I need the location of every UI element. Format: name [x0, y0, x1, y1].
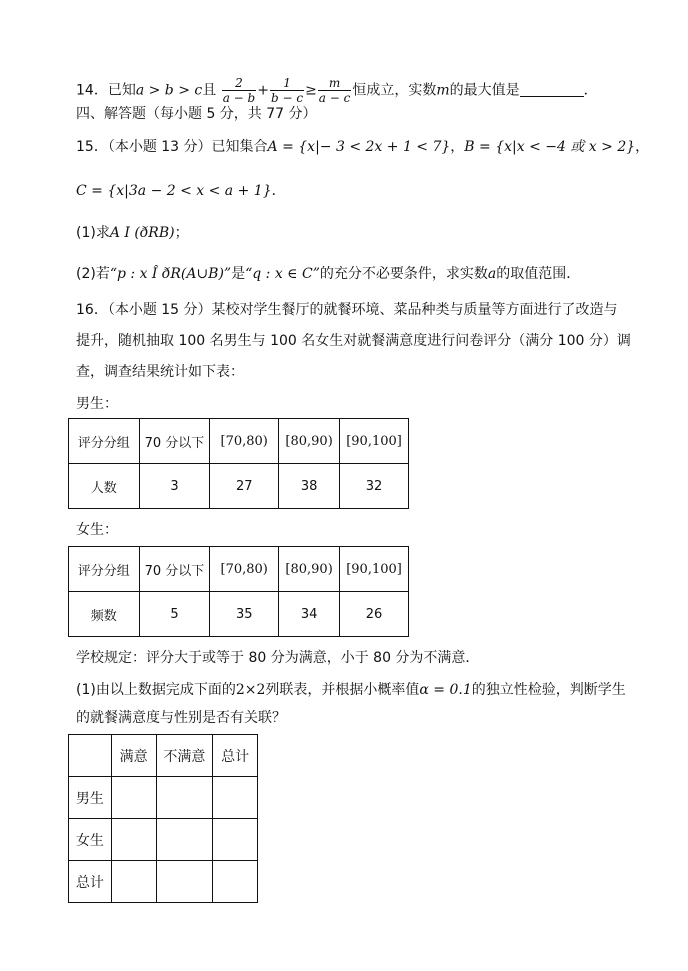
table-row [69, 777, 258, 819]
plus-sign: + [257, 82, 269, 99]
empty-cell [156, 819, 213, 861]
table-cell: 35 [210, 592, 279, 637]
table-cell: [90,100] [340, 419, 409, 464]
table-cell: 5 [139, 592, 210, 637]
condition-p: “p : x Î ðR(A∪B)” [109, 266, 232, 282]
table-cell: [70,80) [210, 547, 279, 592]
q15-comma-2: ， [635, 139, 650, 155]
set-a: A = {x|− 3 < 2x + 1 < 7} [267, 139, 451, 155]
empty-cell [213, 819, 258, 861]
table-cell: 频数 [69, 592, 140, 637]
table-cell: 32 [340, 464, 409, 509]
female-score-table [68, 546, 409, 637]
table-cell: 34 [279, 592, 340, 637]
q14-text-mid: 恒成立，实数 [352, 82, 437, 99]
q16-line-1: 16．（本小题 15 分）某校对学生餐厅的就餐环境、菜品种类与质量等方面进行了改造与 [76, 302, 618, 318]
q16-p1-text-c: 的独立性检验，判断学生 [471, 682, 626, 698]
table-row [69, 464, 409, 509]
q16-line-3: 查，调查结果统计如下表： [76, 364, 244, 380]
contingency-table [68, 734, 258, 903]
female-label: 女生： [76, 522, 118, 538]
empty-cell [213, 861, 258, 903]
table-cell: 38 [279, 464, 340, 509]
set-c: C = {x|3a − 2 < x < a + 1} [76, 183, 272, 199]
table-cell: 人数 [69, 464, 140, 509]
table-cell: 评分分组 [69, 419, 140, 464]
table-cell: 70 分以下 [139, 419, 210, 464]
q15-p2-label: (2)若 [76, 266, 110, 282]
question-15-intro [76, 137, 649, 157]
empty-cell [111, 777, 156, 819]
table-row [69, 592, 409, 637]
table-cell: 评分分组 [69, 547, 140, 592]
table-header-row [69, 419, 409, 464]
table-row [69, 819, 258, 861]
q14-inequality: a > b > c [135, 82, 203, 99]
set-b: B = {x|x < −4 或 x > 2} [464, 139, 636, 155]
table-cell: 女生 [69, 819, 112, 861]
q15-p1-label: (1)求 [76, 225, 110, 241]
table-header-row [69, 735, 258, 777]
table-cell: [70,80) [210, 419, 279, 464]
q15-p2-tail: 的充分不必要条件，求实数 [319, 266, 488, 282]
q15-p1-expression: A I (ðRB) [109, 225, 175, 241]
fraction-3: $\frac{m}{a - c}$ [318, 76, 351, 105]
q15-intro-text: 15．（本小题 13 分）已知集合 [76, 139, 268, 155]
q14-variable-m: m [436, 82, 450, 99]
male-score-table [68, 418, 409, 509]
table-cell: [80,90) [279, 419, 340, 464]
table-cell: 满意 [111, 735, 156, 777]
school-rule: 学校规定：评分大于或等于 80 分为满意，小于 80 分为不满意． [76, 650, 480, 666]
q16-part-1-line-1 [76, 680, 626, 700]
q16-p1-text-b: 列联表，并根据小概率值 [265, 682, 420, 698]
empty-cell [156, 861, 213, 903]
table-cell: 男生 [69, 777, 112, 819]
table-cell [69, 735, 112, 777]
table-cell: 不满意 [156, 735, 213, 777]
table-cell: 27 [210, 464, 279, 509]
table-row [69, 861, 258, 903]
table-cell: 总计 [213, 735, 258, 777]
question-15-part-1 [76, 223, 189, 243]
empty-cell [156, 777, 213, 819]
q14-number: 14．已知 [76, 82, 136, 99]
q16-part-1-line-2: 的就餐满意度与性别是否有关联？ [76, 710, 286, 726]
fraction-2: $\frac{1}{b - c}$ [270, 76, 304, 105]
table-cell: [90,100] [340, 547, 409, 592]
empty-cell [111, 861, 156, 903]
q14-and: 且 [202, 82, 217, 99]
table-cell: 26 [340, 592, 409, 637]
q15-p2-end: 的取值范围． [496, 266, 581, 282]
q15-period: ． [271, 183, 286, 199]
empty-cell [213, 777, 258, 819]
table-cell: 总计 [69, 861, 112, 903]
q14-end: ． [583, 82, 598, 99]
q16-p1-dimension: 2×2 [235, 682, 266, 698]
q16-p1-alpha: α = 0.1 [419, 682, 472, 698]
answer-blank [520, 84, 584, 97]
condition-q: “q : x ∈ C” [245, 266, 320, 282]
table-cell: 70 分以下 [139, 547, 210, 592]
section-header: 四、解答题（每小题 5 分，共 77 分） [76, 106, 317, 122]
question-15-set-c [76, 181, 286, 201]
table-header-row [69, 547, 409, 592]
question-14 [76, 76, 598, 105]
q15-p1-end: ； [174, 225, 189, 241]
q14-text-tail: 的最大值是 [449, 82, 520, 99]
ge-sign: ≥ [305, 82, 317, 99]
male-label: 男生： [76, 396, 118, 412]
empty-cell [111, 819, 156, 861]
table-cell: 3 [139, 464, 210, 509]
question-15-part-2 [76, 264, 580, 284]
fraction-1: $\frac{2}{a - b}$ [222, 76, 256, 105]
table-cell: [80,90) [279, 547, 340, 592]
q16-line-2: 提升，随机抽取 100 名男生与 100 名女生对就餐满意度进行问卷评分（满分 100 分）调 [76, 333, 631, 349]
q15-comma: ， [450, 139, 465, 155]
q16-p1-text-a: (1)由以上数据完成下面的 [76, 682, 236, 698]
q15-variable-a: a [487, 266, 497, 282]
q15-p2-mid: 是 [231, 266, 246, 282]
